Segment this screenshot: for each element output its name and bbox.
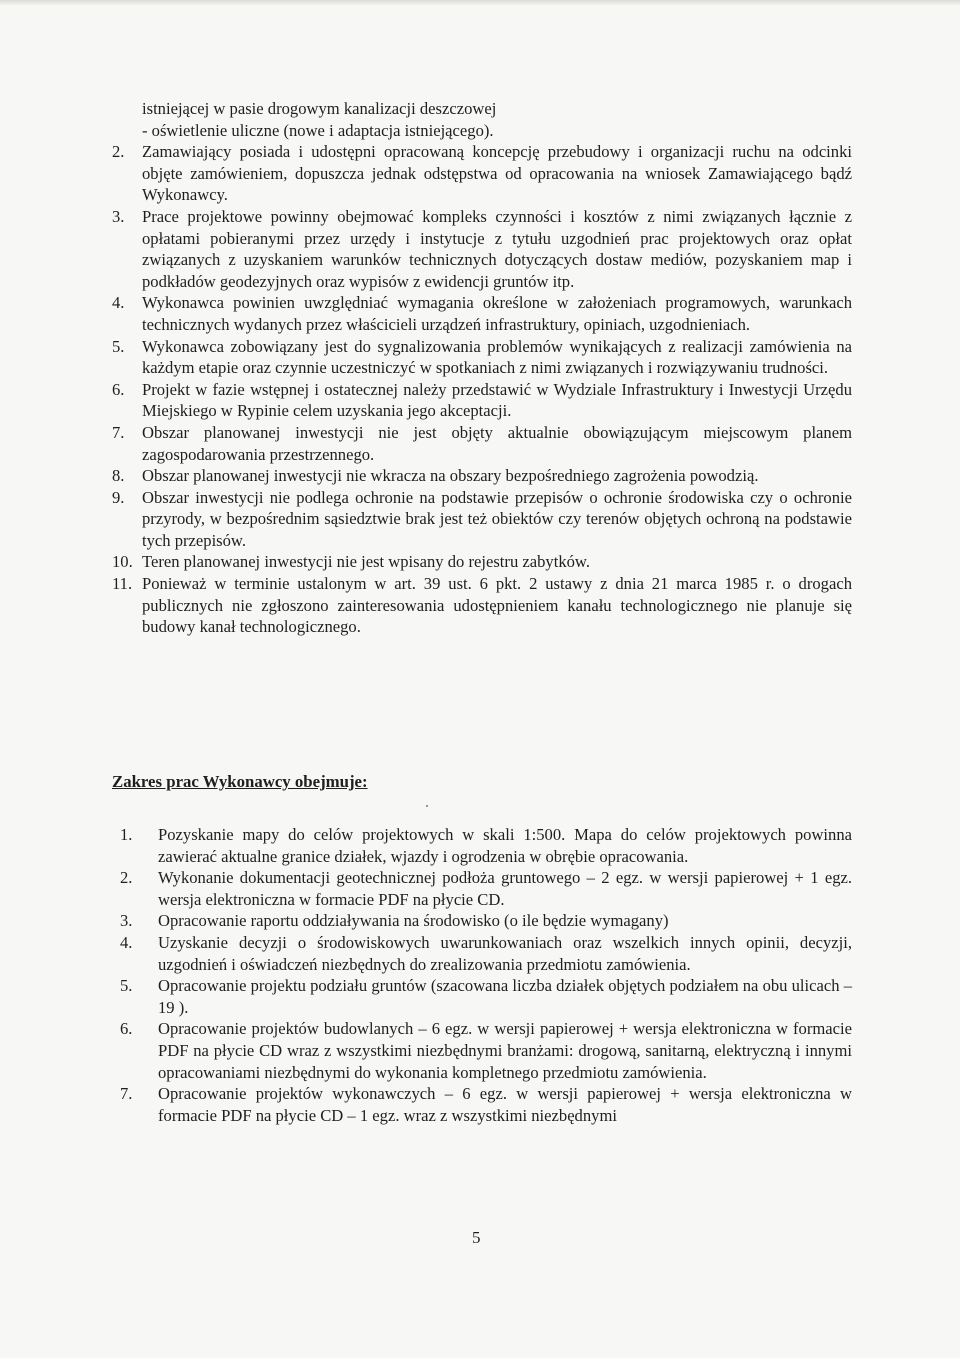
item-text: Uzyskanie decyzji o środowiskowych uwarunkowaniach oraz wszelkich innych opinii, decyzji, uzgodnień i oświadczeń niezbędnych do zrealizowania przedmiotu zamówienia. — [158, 932, 852, 974]
list-item — [120, 932, 852, 975]
list-item — [120, 910, 852, 932]
list-item — [112, 141, 852, 206]
item-number: 6. — [112, 379, 125, 399]
item-text: Ponieważ w terminie ustalonym w art. 39 ust. 6 pkt. 2 ustawy z dnia 21 marca 1985 r. o drogach publicznych nie zgłoszono zainteresowania udostępnieniem kanału technologicznego nie planuje się budowy kanał technologicznego. — [142, 574, 852, 637]
item-number: 2. — [112, 142, 125, 162]
list-item — [120, 1083, 852, 1126]
item-number: 7. — [112, 422, 125, 442]
intro-line-2: - oświetlenie uliczne (nowe i adaptacja istniejącego). — [142, 120, 494, 140]
item-number: 7. — [120, 1084, 133, 1104]
list-item — [112, 422, 852, 465]
item-number: 6. — [120, 1019, 133, 1039]
item-number: 5. — [112, 336, 125, 356]
list-item — [112, 206, 852, 292]
item-number: 3. — [112, 206, 125, 226]
item-number: 11. — [112, 574, 133, 594]
item-text: Obszar inwestycji nie podlega ochronie na podstawie przepisów o ochronie środowiska czy o ochronie przyrody, w bezpośrednim sąsiedztwie brak jest też obiektów czy terenów objętych ochroną na podstawie tych przepisów. — [142, 487, 852, 550]
list-item — [112, 379, 852, 422]
item-text: Prace projektowe powinny obejmować kompleks czynności i kosztów z nimi związanych łącznie z opłatami pobieranymi przez urzędy i instytucje z tytułu uzgodnień prac projektowych oraz opłat związanych z uzyskaniem warunków technicznych dotyczących dostaw mediów, pozyskaniem map i podkładów geodezyjnych oraz wypisów z ewidencji gruntów itp. — [142, 206, 852, 291]
item-number: 3. — [120, 911, 133, 931]
item-number: 9. — [112, 487, 125, 507]
scope-of-work-list — [120, 824, 852, 1126]
list-item — [120, 824, 852, 867]
item-text: Opracowanie projektu podziału gruntów (szacowana liczba działek objętych podziałem na obu ulicach – 19 ). — [158, 976, 852, 1017]
item-text: Opracowanie projektów wykonawczych – 6 egz. w wersji papierowej + wersja elektroniczna w formacie PDF na płycie CD – 1 egz. wraz z wszystkimi niezbędnymi — [158, 1084, 852, 1125]
scan-speck — [426, 805, 428, 807]
list-item — [112, 573, 852, 638]
list-item — [112, 487, 852, 552]
intro-line-1: istniejącej w pasie drogowym kanalizacji deszczowej — [142, 99, 497, 118]
item-text: Opracowanie projektów budowlanych – 6 egz. w wersji papierowej + wersja elektroniczna w formacie PDF na płycie CD wraz z wszystkimi niezbędnymi branżami: drogową, sanitarną, elektryczną i innymi opracowaniami niezbędnymi do wykonania kompletnego przedmiotu zamówienia. — [158, 1019, 852, 1082]
item-text: Zamawiający posiada i udostępni opracowaną koncepcję przebudowy i organizacji ruchu na odcinki objęte zamówieniem, dopuszcza jednak odstępstwa od opracowania na wniosek Zamawiającego bądź Wykonawcy. — [142, 142, 852, 205]
list-item — [120, 975, 852, 1018]
item-text: Wykonawca powinien uwzględniać wymagania określone w założeniach programowych, warunkach technicznych wydanych przez właścicieli urządzeń infrastruktury, opiniach, uzgodnieniach. — [142, 293, 852, 334]
item-text: Obszar planowanej inwestycji nie wkracza na obszary bezpośredniego zagrożenia powodzią. — [142, 466, 759, 486]
item-number: 4. — [112, 293, 125, 313]
requirements-section — [112, 98, 852, 638]
scan-edge — [0, 0, 960, 6]
item-text: Projekt w fazie wstępnej i ostatecznej należy przedstawić w Wydziale Infrastruktury i Inwestycji Urzędu Miejskiego w Rypinie celem uzyskania jego akceptacji. — [142, 379, 852, 421]
list-item — [120, 867, 852, 910]
item-text: Teren planowanej inwestycji nie jest wpisany do rejestru zabytków. — [142, 552, 590, 572]
list-item — [120, 1018, 852, 1083]
item-number: 2. — [120, 868, 133, 888]
item-number: 4. — [120, 932, 133, 952]
list-item — [112, 551, 852, 573]
item-text: Opracowanie raportu oddziaływania na środowisko (o ile będzie wymagany) — [158, 911, 669, 931]
item-text: Wykonanie dokumentacji geotechnicznej podłoża gruntowego – 2 egz. w wersji papierowej + 1 egz. wersja elektroniczna w formacie PDF na płycie CD. — [158, 868, 852, 909]
item-text: Wykonawca zobowiązany jest do sygnalizowania problemów wynikających z realizacji zamówienia na każdym etapie oraz czynnie uczestniczyć w spotkaniach z nimi związanych i rozwiązywaniu trudności. — [142, 336, 852, 378]
item-text: Obszar planowanej inwestycji nie jest objęty aktualnie obowiązującym miejscowym planem zagospodarowania przestrzennego. — [142, 422, 852, 464]
item-number: 8. — [112, 466, 125, 486]
section-heading: Zakres prac Wykonawcy obejmuje: — [112, 772, 368, 791]
list-item — [112, 336, 852, 379]
item-number: 10. — [112, 552, 133, 572]
list-item — [112, 465, 852, 487]
item-text: Pozyskanie mapy do celów projektowych w skali 1:500. Mapa do celów projektowych powinna zawierać aktualne granice działek, wjazdy i ogrodzenia w obrębie opracowania. — [158, 825, 852, 866]
item-number: 1. — [120, 825, 133, 844]
page-number: 5 — [472, 1228, 481, 1247]
list-item — [112, 292, 852, 335]
item-number: 5. — [120, 976, 133, 996]
